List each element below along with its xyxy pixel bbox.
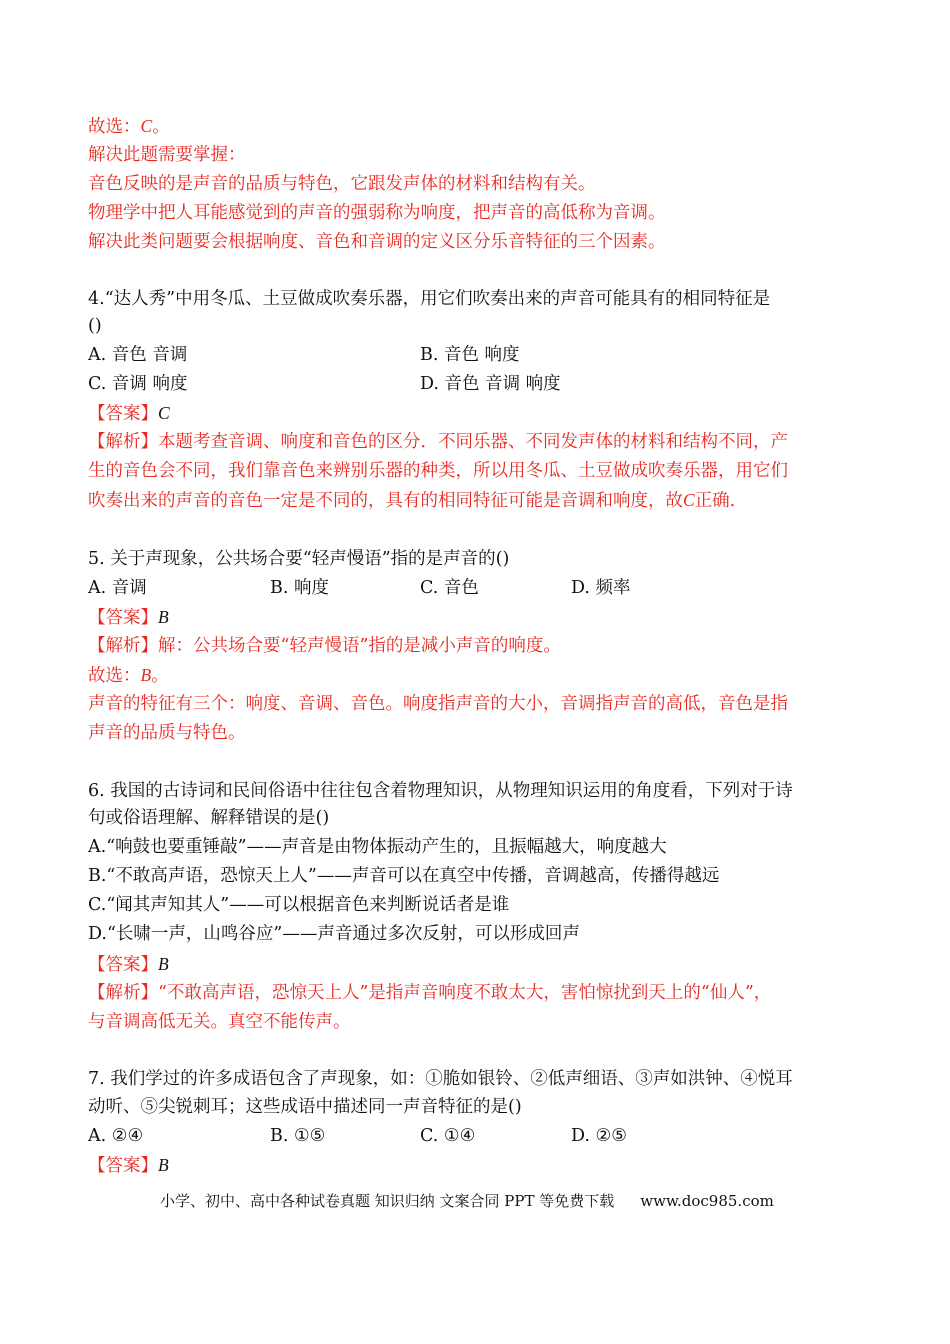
q5-option-d: D. 频率 — [571, 578, 631, 598]
q5-note-line: 声音的品质与特色。 — [88, 723, 246, 743]
q4-stem: 4.“达人秀”中用冬瓜、土豆做成吹奏乐器，用它们吹奏出来的声音可能具有的相同特征是 — [88, 289, 771, 309]
prev-selection: 故选：C。 — [88, 116, 170, 137]
q4-analysis: 【解析】本题考查音调、响度和音色的区分．不同乐器、不同发声体的材料和结构不同，产 — [88, 432, 788, 452]
footer-text: 小学、初中、高中各种试卷真题 知识归纳 文案合同 PPT 等免费下载 — [160, 1192, 615, 1210]
q7-answer: 【答案】B — [88, 1155, 169, 1176]
prev-explain-line: 物理学中把人耳能感觉到的声音的强弱称为响度，把声音的高低称为音调。 — [88, 203, 666, 223]
q6-option-c: C.“闻其声知其人”——可以根据音色来判断说话者是谁 — [88, 895, 510, 915]
q6-answer: 【答案】B — [88, 954, 169, 975]
prev-explain-line: 音色反映的是声音的品质与特色，它跟发声体的材料和结构有关。 — [88, 174, 596, 194]
q5-option-a: A. 音调 — [88, 578, 147, 598]
q4-analysis-line: 生的音色会不同，我们靠音色来辨别乐器的种类，所以用冬瓜、土豆做成吹奏乐器，用它们 — [88, 461, 788, 481]
prev-explain-heading: 解决此题需要掌握： — [88, 145, 246, 165]
prev-explain-line: 解决此类问题要会根据响度、音色和音调的定义区分乐音特征的三个因素。 — [88, 232, 666, 252]
page-footer — [160, 1191, 774, 1211]
q6-analysis: 【解析】“不敢高声语，恐惊天上人”是指声音响度不敢太大，害怕惊扰到天上的“仙人”， — [88, 983, 772, 1003]
footer-url[interactable]: www.doc985.com — [640, 1192, 774, 1210]
q6-stem-line: 句或俗语理解、解释错误的是() — [88, 808, 330, 828]
q7-option-c: C. ①④ — [420, 1126, 476, 1146]
q7-option-b: B. ①⑤ — [270, 1126, 326, 1146]
q5-analysis: 【解析】解：公共场合要“轻声慢语”指的是减小声音的响度。 — [88, 636, 561, 656]
q4-option-a: A. 音色 音调 — [88, 345, 188, 365]
q6-analysis-line: 与音调高低无关。真空不能传声。 — [88, 1012, 351, 1032]
q7-stem-line: 动听、⑤尖锐刺耳；这些成语中描述同一声音特征的是() — [88, 1097, 522, 1117]
q5-option-b: B. 响度 — [270, 578, 329, 598]
q6-option-a: A.“响鼓也要重锤敲”——声音是由物体振动产生的，且振幅越大，响度越大 — [88, 837, 667, 857]
q7-option-d: D. ②⑤ — [571, 1126, 627, 1146]
q4-option-c: C. 音调 响度 — [88, 374, 188, 394]
q4-option-d: D. 音色 音调 响度 — [420, 374, 561, 394]
q5-answer: 【答案】B — [88, 607, 169, 628]
q5-stem: 5. 关于声现象，公共场合要“轻声慢语”指的是声音的() — [88, 549, 510, 569]
q4-option-b: B. 音色 响度 — [420, 345, 520, 365]
q5-note: 声音的特征有三个：响度、音调、音色。响度指声音的大小，音调指声音的高低，音色是指 — [88, 694, 788, 714]
q7-stem: 7. 我们学过的许多成语包含了声现象，如：①脆如银铃、②低声细语、③声如洪钟、④悦耳 — [88, 1069, 793, 1089]
q7-option-a: A. ②④ — [88, 1126, 144, 1146]
q6-option-b: B.“不敢高声语，恐惊天上人”——声音可以在真空中传播，音调越高，传播得越远 — [88, 866, 720, 886]
q6-option-d: D.“长啸一声，山鸣谷应”——声音通过多次反射，可以形成回声 — [88, 924, 580, 944]
q5-selection: 故选：B。 — [88, 665, 169, 686]
q4-stem-bracket: () — [88, 316, 102, 336]
q4-answer: 【答案】C — [88, 403, 170, 424]
q5-option-c: C. 音色 — [420, 578, 479, 598]
q6-stem: 6. 我国的古诗词和民间俗语中往往包含着物理知识，从物理知识运用的角度看，下列对于诗 — [88, 781, 793, 801]
q4-analysis-line: 吹奏出来的声音的音色一定是不同的，具有的相同特征可能是音调和响度，故C正确. — [88, 490, 736, 511]
